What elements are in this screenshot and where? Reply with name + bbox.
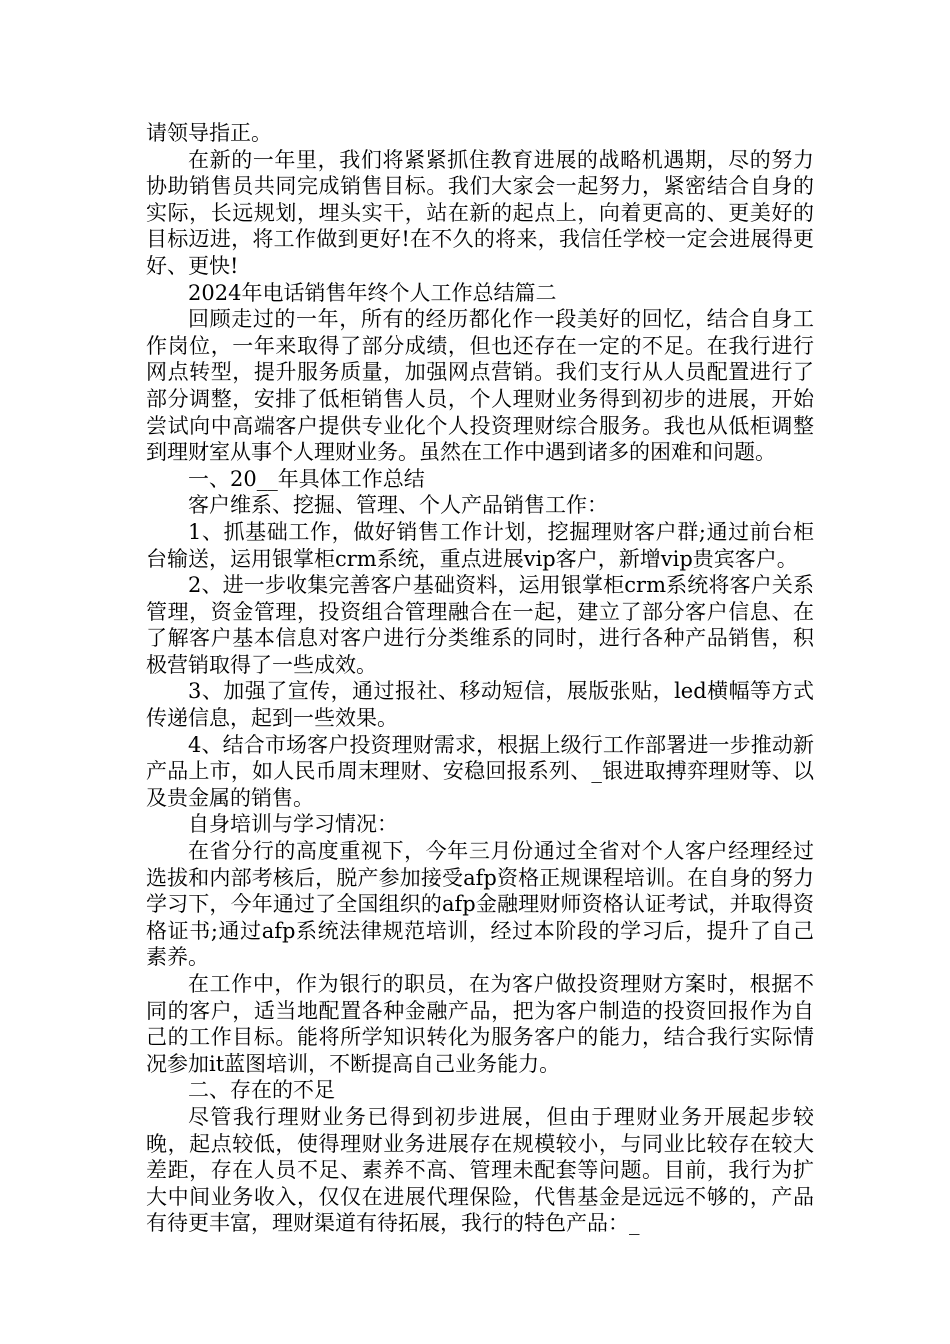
list-item-4: 4、结合市场客户投资理财需求，根据上级行工作部署进一步推动新产品上市，如人民币周末理财、安稳回报系列、_银进取搏弈理财等、以及贵金属的销售。 — [146, 732, 814, 810]
list-item-1: 1、抓基础工作，做好销售工作计划，挖掘理财客户群;通过前台柜台输送，运用银掌柜crm系统，重点进展vip客户，新增vip贵宾客户。 — [146, 519, 814, 571]
heading-shortcomings: 二、存在的不足 — [188, 1078, 335, 1103]
document-page — [146, 120, 814, 1237]
subheading-training: 自身培训与学习情况： — [188, 812, 398, 837]
subheading-customer-work: 客户维系、挖掘、管理、个人产品销售工作： — [188, 493, 608, 518]
paragraph-review: 回顾走过的一年，所有的经历都化作一段美好的回忆，结合自身工作岗位，一年来取得了部分成绩，但也还存在一定的不足。在我行进行网点转型，提升服务质量，加强网点营销。我们支行从人员配置进行了部分调整，安排了低柜销售人员，个人理财业务得到初步的进展，开始尝试向中高端客户提供专业化个人投资理财综合服务。我也从低柜调整到理财室从事个人理财业务。虽然在工作中遇到诸多的困难和问题。 — [146, 307, 814, 465]
paragraph-new-year: 在新的一年里，我们将紧紧抓住教育进展的战略机遇期，尽的努力协助销售员共同完成销售目标。我们大家会一起努力，紧密结合自身的实际，长远规划，埋头实干，站在新的起点上，向着更高的、更美好的目标迈进，将工作做到更好!在不久的将来，我信任学校一定会进展得更好、更快! — [146, 147, 814, 278]
paragraph-shortcomings: 尽管我行理财业务已得到初步进展，但由于理财业务开展起步较晚，起点较低，使得理财业务进展存在规模较小，与同业比较存在较大差距，存在人员不足、素养不高、管理未配套等问题。目前，我行为扩大中间业务收入，仅仅在进展代理保险，代售基金是远远不够的，产品有待更丰富，理财渠道有待拓展，我行的特色产品：_ — [146, 1104, 814, 1236]
list-item-2: 2、进一步收集完善客户基础资料，运用银掌柜crm系统将客户关系管理，资金管理，投资组合管理融合在一起，建立了部分客户信息、在了解客户基本信息对客户进行分类维系的同时，进行各种产品销售，积极营销取得了一些成效。 — [146, 573, 814, 677]
paragraph-closing: 请领导指正。 — [146, 121, 272, 145]
heading-work-summary: 一、20__年具体工作总结 — [188, 466, 425, 491]
paragraph-work: 在工作中，作为银行的职员，在为客户做投资理财方案时，根据不同的客户，适当地配置各种金融产品，把为客户制造的投资回报作为自己的工作目标。能将所学知识转化为服务客户的能力，结合我行实际情况参加it蓝图培训，不断提高自己业务能力。 — [146, 972, 814, 1076]
paragraph-training: 在省分行的高度重视下，今年三月份通过全省对个人客户经理经过选拔和内部考核后，脱产参加接受afp资格正规课程培训。在自身的努力学习下，今年通过了全国组织的afp金融理财师资格认证考试，并取得资格证书;通过afp系统法律规范培训，经过本阶段的学习后，提升了自己素养。 — [146, 839, 814, 970]
list-item-3: 3、加强了宣传，通过报社、移动短信，展版张贴，led横幅等方式传递信息，起到一些效果。 — [146, 679, 814, 731]
section-heading-part-two: 2024年电话销售年终个人工作总结篇二 — [188, 280, 557, 305]
